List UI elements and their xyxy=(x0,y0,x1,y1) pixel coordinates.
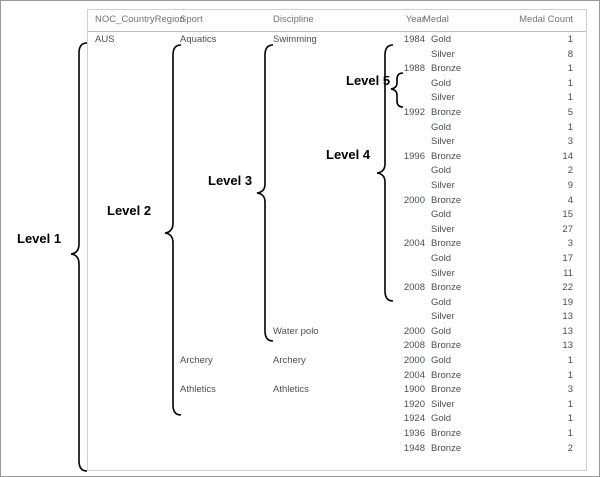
cell-medal: Bronze xyxy=(431,106,462,118)
cell-medal-count: 1 xyxy=(567,63,573,75)
annotation-level-2: Level 2 xyxy=(107,203,152,218)
table-row[interactable] xyxy=(88,281,586,296)
annotation-level-1: Level 1 xyxy=(17,231,62,246)
cell-medal-count: 1 xyxy=(567,121,573,133)
cell-noc: AUS xyxy=(95,34,115,45)
cell-medal: Gold xyxy=(431,77,452,89)
table-row[interactable] xyxy=(88,62,586,77)
cell-year: 2000 xyxy=(403,194,425,206)
cell-medal-count: 11 xyxy=(563,267,573,279)
table-row[interactable] xyxy=(88,267,586,282)
cell-medal-count: 1 xyxy=(567,369,573,381)
cell-medal-count: 19 xyxy=(562,296,573,308)
cell-medal: Gold xyxy=(431,34,452,45)
cell-medal: Silver xyxy=(431,223,455,235)
table-row[interactable] xyxy=(88,194,586,209)
table-row[interactable] xyxy=(88,106,586,121)
table-row[interactable] xyxy=(88,208,586,223)
cell-medal: Bronze xyxy=(431,150,462,162)
cell-medal: Bronze xyxy=(431,63,462,75)
cell-medal: Bronze xyxy=(431,238,462,250)
cell-medal-count: 9 xyxy=(567,179,573,191)
cell-medal-count: 1 xyxy=(567,428,573,440)
cell-year: 2000 xyxy=(403,355,425,367)
annotation-level-5: Level 5 xyxy=(346,73,391,88)
column-header-year[interactable]: Year xyxy=(405,14,425,25)
cell-year: 2004 xyxy=(403,238,425,250)
column-header-noc-countryregion[interactable]: NOC_CountryRegion xyxy=(95,14,185,25)
column-header-medal[interactable]: Medal xyxy=(423,14,449,25)
cell-medal-count: 8 xyxy=(567,48,573,60)
cell-medal: Bronze xyxy=(431,194,462,206)
cell-year: 2000 xyxy=(403,325,425,337)
cell-sport: Aquatics xyxy=(180,34,217,45)
column-header-sport[interactable]: Sport xyxy=(180,14,203,25)
cell-medal-count: 14 xyxy=(562,150,573,162)
cell-medal-count: 27 xyxy=(562,223,573,235)
cell-medal: Silver xyxy=(431,267,455,279)
cell-sport: Archery xyxy=(180,355,213,367)
cell-medal: Bronze xyxy=(431,340,462,352)
table-row[interactable] xyxy=(88,77,586,92)
cell-discipline: Water polo xyxy=(273,325,319,337)
cell-medal-count: 1 xyxy=(567,77,573,89)
cell-medal: Gold xyxy=(431,165,452,177)
cell-medal-count: 17 xyxy=(562,252,573,264)
table-row[interactable] xyxy=(88,310,586,325)
report-table-visual[interactable] xyxy=(87,9,587,471)
cell-discipline: Swimming xyxy=(273,34,317,45)
cell-discipline: Archery xyxy=(273,355,306,367)
cell-year: 2008 xyxy=(403,282,425,294)
cell-year: 1988 xyxy=(403,63,425,75)
annotation-level-3: Level 3 xyxy=(208,173,253,188)
cell-medal: Gold xyxy=(431,121,452,133)
cell-medal-count: 13 xyxy=(562,325,573,337)
cell-medal: Gold xyxy=(431,413,452,425)
cell-medal: Gold xyxy=(431,209,452,221)
table-header-row xyxy=(88,10,586,32)
cell-year: 1984 xyxy=(403,34,425,45)
cell-medal-count: 5 xyxy=(567,106,573,118)
table-row[interactable] xyxy=(88,383,586,398)
column-header-discipline[interactable]: Discipline xyxy=(273,14,314,25)
cell-medal-count: 2 xyxy=(567,165,573,177)
cell-medal-count: 3 xyxy=(567,136,573,148)
cell-medal-count: 1 xyxy=(567,355,573,367)
cell-medal: Gold xyxy=(431,325,452,337)
column-header-medal-count[interactable]: Medal Count xyxy=(519,14,573,25)
table-row[interactable] xyxy=(88,164,586,179)
cell-medal: Silver xyxy=(431,136,455,148)
cell-discipline: Athletics xyxy=(273,384,309,396)
cell-medal: Bronze xyxy=(431,442,462,454)
table-row[interactable] xyxy=(88,325,586,340)
cell-medal: Silver xyxy=(431,398,455,410)
cell-medal-count: 1 xyxy=(567,34,573,45)
table-row[interactable] xyxy=(88,398,586,413)
cell-medal-count: 1 xyxy=(567,398,573,410)
cell-medal-count: 15 xyxy=(562,209,573,221)
table-row[interactable] xyxy=(88,296,586,311)
cell-year: 1936 xyxy=(403,428,425,440)
table-row[interactable] xyxy=(88,354,586,369)
cell-year: 1900 xyxy=(403,384,425,396)
table-row[interactable] xyxy=(88,223,586,238)
cell-year: 1992 xyxy=(403,106,425,118)
cell-medal-count: 4 xyxy=(567,194,573,206)
cell-medal: Silver xyxy=(431,48,455,60)
cell-medal: Gold xyxy=(431,355,452,367)
cell-medal-count: 13 xyxy=(562,340,573,352)
cell-year: 1948 xyxy=(403,442,425,454)
cell-year: 1924 xyxy=(403,413,425,425)
table-row[interactable] xyxy=(88,179,586,194)
cell-medal: Bronze xyxy=(431,384,462,396)
table-row[interactable] xyxy=(88,237,586,252)
cell-year: 1996 xyxy=(403,150,425,162)
cell-medal-count: 13 xyxy=(562,311,573,323)
cell-medal: Silver xyxy=(431,179,455,191)
cell-medal-count: 2 xyxy=(567,442,573,454)
cell-medal: Bronze xyxy=(431,428,462,440)
cell-year: 2004 xyxy=(403,369,425,381)
cell-year: 2008 xyxy=(403,340,425,352)
table-row[interactable] xyxy=(88,339,586,354)
table-row[interactable] xyxy=(88,427,586,442)
cell-medal: Silver xyxy=(431,92,455,104)
annotation-level-4: Level 4 xyxy=(326,147,371,162)
table-row[interactable] xyxy=(88,121,586,136)
cell-medal: Silver xyxy=(431,311,455,323)
table-row[interactable] xyxy=(88,412,586,427)
cell-medal: Gold xyxy=(431,296,452,308)
table-row[interactable] xyxy=(88,91,586,106)
cell-sport: Athletics xyxy=(180,384,216,396)
cell-medal-count: 1 xyxy=(567,92,573,104)
table-row[interactable] xyxy=(88,252,586,267)
cell-medal: Bronze xyxy=(431,369,462,381)
level1-brace xyxy=(71,43,87,471)
cell-medal-count: 22 xyxy=(562,282,573,294)
table-row[interactable] xyxy=(88,48,586,63)
cell-year: 1920 xyxy=(403,398,425,410)
cell-medal-count: 3 xyxy=(567,238,573,250)
cell-medal: Gold xyxy=(431,252,452,264)
cell-medal: Bronze xyxy=(431,282,462,294)
cell-medal-count: 3 xyxy=(567,384,573,396)
table-row[interactable] xyxy=(88,442,586,457)
cell-medal-count: 1 xyxy=(567,413,573,425)
table-body xyxy=(88,33,586,456)
table-row[interactable] xyxy=(88,33,586,48)
table-row[interactable] xyxy=(88,369,586,384)
